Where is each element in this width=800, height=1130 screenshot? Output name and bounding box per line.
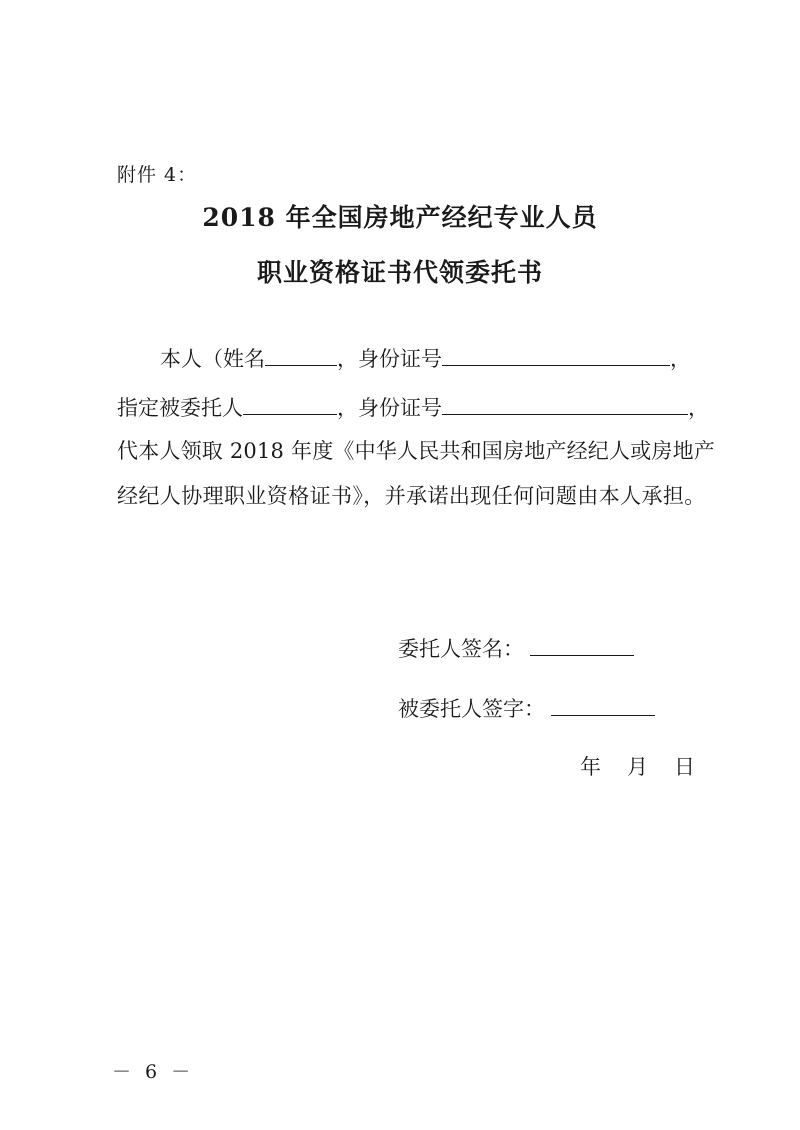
principal-id-blank xyxy=(442,343,670,366)
agent-info-line xyxy=(117,392,709,422)
authorization-text-line-2: 经纪人协理职业资格证书》，并承诺出现任何问题由本人承担。 xyxy=(117,484,706,508)
principal-signature-blank xyxy=(530,633,634,656)
principal-signature-row xyxy=(398,633,634,663)
authorization-text-line-1: 代本人领取 2018 年度《中华人民共和国房地产经纪人或房地产 xyxy=(117,439,715,463)
document-title-line-1: 2018 年全国房地产经纪专业人员 xyxy=(202,203,598,232)
agent-line-end: ， xyxy=(688,396,709,420)
principal-line-end: ， xyxy=(670,347,691,371)
document-title-line-2: 职业资格证书代领委托书 xyxy=(256,258,543,287)
agent-name-label: 指定被委托人 xyxy=(117,396,243,420)
page-number: － 6 － xyxy=(112,1061,195,1083)
date-year: 年 xyxy=(580,755,601,779)
principal-info-line xyxy=(160,343,700,373)
principal-id-label: ，身份证号 xyxy=(337,347,442,371)
agent-signature-row xyxy=(398,693,655,723)
date-row xyxy=(580,752,695,782)
principal-name-blank xyxy=(265,343,337,366)
agent-id-blank xyxy=(442,392,688,415)
principal-signature-label: 委托人签名： xyxy=(398,637,524,661)
date-month: 月 xyxy=(627,755,648,779)
agent-signature-blank xyxy=(551,693,655,716)
agent-name-blank xyxy=(243,392,337,415)
agent-signature-label: 被委托人签字： xyxy=(398,697,545,721)
date-day: 日 xyxy=(674,755,695,779)
principal-name-label: 本人（姓名 xyxy=(160,347,265,371)
attachment-label: 附件 4： xyxy=(117,164,198,186)
agent-id-label: ，身份证号 xyxy=(337,396,442,420)
